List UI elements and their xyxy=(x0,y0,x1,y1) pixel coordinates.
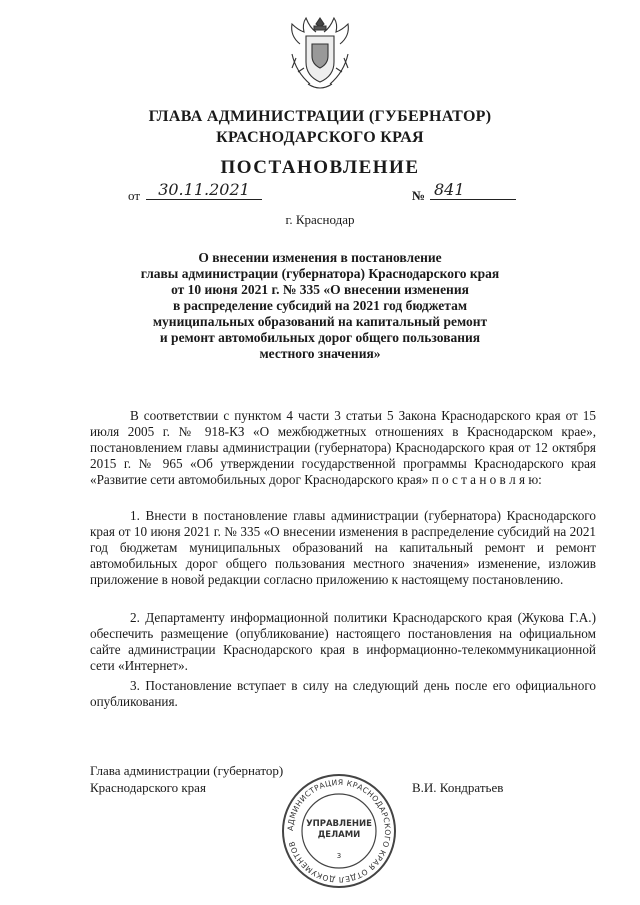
subject-line: главы администрации (губернатора) Краснодарского края xyxy=(140,266,500,281)
number-value: 841 xyxy=(430,180,516,200)
issuer-heading xyxy=(0,106,640,148)
coat-of-arms-emblem-icon xyxy=(286,14,354,94)
position-line-1: Глава администрации (губернатор) xyxy=(90,763,284,778)
subject-line: муниципальных образований на капитальный ремонт xyxy=(152,314,488,329)
item-1-paragraph: 1. Внести в постановление главы администрации (губернатора) Краснодарского края от 10 июня 2021 г. № 335 «О внесении изменения в распределение субсидий на 2021 год бюджетам муниципальных образований на капитальный ремонт и ремонт автомобильных дорог общего пользования местного значения» изменение, изложив приложение в новой редакции согласно приложению к настоящему постановлению. xyxy=(90,508,596,587)
city: г. Краснодар xyxy=(285,212,355,227)
stamp-ring-text: АДМИНИСТРАЦИЯ КРАСНОДАРСКОГО КРАЯ ОТДЕЛ ДОКУМЕНТОВ xyxy=(285,777,393,885)
stamp-center-line-1: УПРАВЛЕНИЕ xyxy=(306,819,372,829)
position-line-2: Краснодарского края xyxy=(90,780,206,795)
issuer-line-2: КРАСНОДАРСКОГО КРАЯ xyxy=(216,129,424,146)
item-3-paragraph: 3. Постановление вступает в силу на следующий день после его официального опубликования. xyxy=(90,678,596,709)
issuer-line-1: ГЛАВА АДМИНИСТРАЦИИ (ГУБЕРНАТОР) xyxy=(148,108,492,125)
item-2-paragraph: 2. Департаменту информационной политики Краснодарского края (Жукова Г.А.) обеспечить размещение (опубликование) настоящего постановления на официальном сайте администрации Краснодарского края в информационно-телекоммуникационной сети «Интернет». xyxy=(90,610,596,673)
stamp-number: 3 xyxy=(336,852,342,860)
subject-line: и ремонт автомобильных дорог общего пользования xyxy=(159,330,481,345)
subject-line: от 10 июня 2021 г. № 335 «О внесении изменения xyxy=(171,282,469,297)
signatory-name: В.И. Кондратьев xyxy=(412,780,504,795)
stamp-center-line-2: ДЕЛАМИ xyxy=(317,830,361,840)
number-prefix: № xyxy=(412,188,426,203)
document-subject xyxy=(120,250,520,362)
subject-line: в распределение субсидий на 2021 год бюджетам xyxy=(172,298,468,313)
preamble-paragraph: В соответствии с пунктом 4 части 3 статьи 5 Закона Краснодарского края от 15 июля 2005 г. № 918-КЗ «О межбюджетных отношениях в Краснодарском крае», постановлением главы администрации (губернатора) Краснодарского края от 12 октября 2015 г. № 965 «Об утверждении государственной программы Краснодарского края «Развитие сети автомобильных дорог Краснодарского края» п о с т а н о в л я ю: xyxy=(90,408,596,487)
document-type-title: ПОСТАНОВЛЕНИЕ xyxy=(220,157,420,178)
official-stamp-seal xyxy=(280,772,398,890)
date-value: 30.11.2021 xyxy=(146,180,262,200)
subject-line: местного значения» xyxy=(259,346,381,361)
signatory-position xyxy=(90,762,283,796)
date-prefix: от xyxy=(128,188,141,203)
subject-line: О внесении изменения в постановление xyxy=(198,250,442,265)
